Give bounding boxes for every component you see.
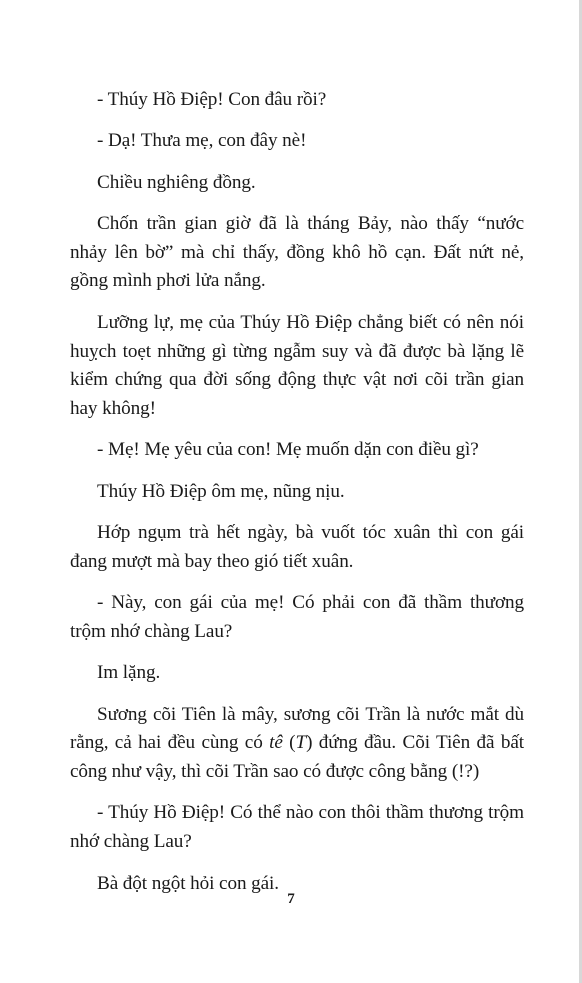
paragraph-with-italics <box>70 701 524 787</box>
paragraph: Bà đột ngột hỏi con gái. <box>97 872 279 894</box>
paragraph-text: ( <box>282 732 296 754</box>
paragraph: Thúy Hồ Điệp ôm mẹ, nũng nịu. <box>97 480 345 502</box>
paragraph: Chiều nghiêng đồng. <box>97 171 256 193</box>
paragraph: Lưỡng lự, mẹ của Thúy Hồ Điệp chẳng biết có nên nói huỵch toẹt những gì từng ngẫm suy và đã được bà lặng lẽ kiểm chứng qua đời sống động thực vật nơi cõi trần gian hay không! <box>70 311 524 420</box>
page-number: 7 <box>287 891 295 907</box>
paragraph-dialogue: - Thúy Hồ Điệp! Con đâu rồi? <box>97 89 327 110</box>
paragraph: Hớp ngụm trà hết ngày, bà vuốt tóc xuân thì con gái đang mượt mà bay theo gió tiết xuân. <box>70 522 524 572</box>
italic-word: tê <box>269 732 283 754</box>
paragraph-dialogue: - Thúy Hồ Điệp! Có thể nào con thôi thầm thương trộm nhớ chàng Lau? <box>70 802 524 853</box>
paragraph: Chốn trần gian giờ đã là tháng Bảy, nào thấy “nước nhảy lên bờ” mà chỉ thấy, đồng khô hồ cạn. Đất nứt nẻ, gồng mình phơi lửa nắng. <box>70 212 524 292</box>
paragraph-dialogue: - Này, con gái của mẹ! Có phải con đã thầm thương trộm nhớ chàng Lau? <box>70 592 524 642</box>
italic-letter: T <box>295 732 307 754</box>
page-body <box>70 86 524 911</box>
paragraph-dialogue: - Dạ! Thưa mẹ, con đây nè! <box>97 130 307 152</box>
paragraph-text: ) đứng đầu. Cõi Tiên đã bất công như vậy, thì cõi Trần sao có được công bằng (!?) <box>70 732 524 783</box>
paragraph-dialogue: - Mẹ! Mẹ yêu của con! Mẹ muốn dặn con điều gì? <box>97 439 479 461</box>
paragraph: Im lặng. <box>97 662 161 684</box>
paragraph-text: Sương cõi Tiên là mây, sương cõi Trần là nước mắt dù rằng, cả hai đều cùng có <box>70 703 524 754</box>
